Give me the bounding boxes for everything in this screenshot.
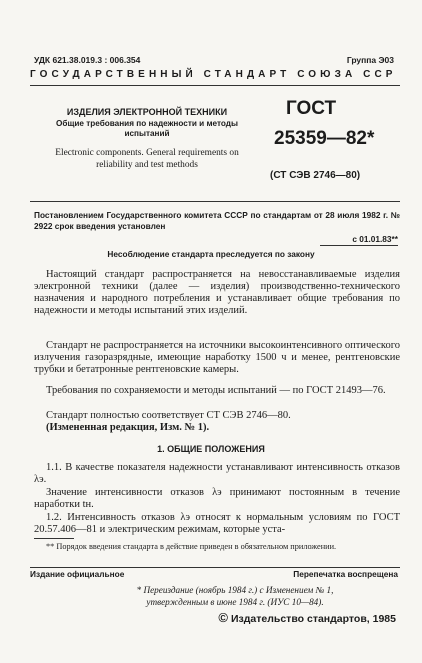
subtitle-ru: Общие требования по надежности и методы испытаний [56,119,238,138]
copyright [218,610,396,625]
paragraph-1-1: 1.1. В качестве показателя надежности устанавливают интенсивность отказов λэ. [34,462,400,485]
legal-warning: Несоблюдение стандарта преследуется по закону [107,249,315,259]
copyright-text: Издательство стандартов, 1985 [230,613,396,625]
copyright-icon: © [218,610,228,625]
title-en: Electronic components. General requirements on reliability and test methods [55,148,239,170]
reprint-line-2: утвержденным в июне 1984 г. (ИУС 10—84). [146,597,324,607]
footnote: ** Порядок введения стандарта в действие приведен в обязательном приложении. [46,542,337,551]
paragraph-compliance: Стандарт полностью соответствует СТ СЭВ 2746—80. [46,410,291,421]
paragraph-1-2: 1.2. Интенсивность отказов λэ относят к нормальным условиям по ГОСТ 20.57.406—81 и электрическим режимам, которые уста- [34,512,400,535]
title-ru: ИЗДЕЛИЯ ЭЛЕКТРОННОЙ ТЕХНИКИ [66,107,228,117]
udk-code: УДК 621.38.019.3 : 006.354 [34,55,141,65]
reprint-line-1: * Переиздание (ноябрь 1984 г.) с Изменением № 1, [136,585,334,595]
no-reprint-notice: Перепечатка воспрещена [293,569,398,579]
footnote-rule [34,538,74,539]
middle-rule [30,201,400,202]
gost-number: 25359—82* [274,128,375,149]
group-code: Группа Э03 [346,55,394,65]
paragraph-exclusions: Стандарт не распространяется на источники высокоинтенсивного оптического излучения газоразрядные, имеющие наработку 1500 ч и менее, рентгеновские трубки и бетатронные рентгеновские камеры. [34,340,400,375]
paragraph-amendment: (Измененная редакция, Изм. № 1). [46,422,210,433]
paragraph-storage: Требования по сохраняемости и методы испытаний — по ГОСТ 21493—76. [46,385,386,396]
paragraph-1-1-value: Значение интенсивности отказов λэ принимают постоянным в течение наработки tн. [34,487,400,510]
reprint-note [60,584,410,608]
top-rule [30,85,400,86]
official-edition: Издание официальное [30,569,125,579]
bottom-rule [30,567,400,568]
date-underline [320,245,398,246]
effective-date: с 01.01.83** [352,234,398,244]
decree-text: Постановлением Государственного комитета СССР по стандартам от 28 июля 1982 г. № 2922 срок введения установлен [34,210,400,231]
standard-name: ГОСУДАРСТВЕННЫЙ СТАНДАРТ СОЮЗА ССР [30,69,397,80]
section-heading: 1. ОБЩИЕ ПОЛОЖЕНИЯ [157,444,265,454]
paragraph-scope: Настоящий стандарт распространяется на невосстанавливаемые изделия электронной техники (далее — изделия) производственно-технического назначения и народного потребления и устанавливает общие требования по надежности и методы испытаний этих изделий. [34,269,400,316]
st-sev-reference: (СТ СЭВ 2746—80) [270,170,361,181]
gost-label: ГОСТ [286,98,337,119]
